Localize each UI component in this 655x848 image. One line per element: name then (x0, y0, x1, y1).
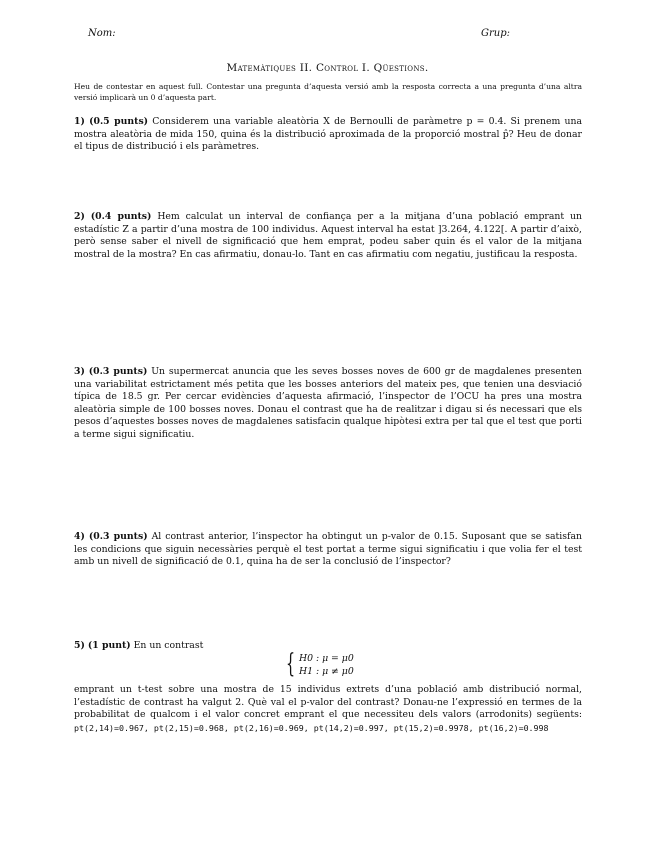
question-3-number: 3) (74, 366, 85, 377)
left-brace-icon: { (286, 649, 296, 679)
question-4-text: Al contrast anterior, l’inspector ha obtingut un p-valor de 0.15. Suposant que se satisfan les condicions que siguin necessàries perquè el test portat a terme sigui significatiu i que volia fer el test amb un nivell de significació de 0.1, quina ha de ser la conclusió de l’inspector? (74, 531, 582, 568)
question-4-number: 4) (74, 531, 85, 542)
question-3-text: Un supermercat anuncia que les seves bosses noves de 600 gr de magdalenes presenten una variabilitat estrictament més petita que les bosses anteriors del mateix pes, que tenien una desviació típica de 18.5 gr. Per cercar evidències d’aquesta afirmació, l’inspector de l’OCU ha pres una mostra aleatòria simple de 100 bosses noves. Donau el contrast que ha de realitzar i digau si és necessari que els pesos d’aquestes bosses noves de magdalenes satisfacin qualque hipòtesi extra per tal que el test que porti a terme sigui significatiu. (74, 366, 582, 440)
exam-title: Matemàtiques II. Control I. Qüestions. (226, 62, 429, 74)
question-3-points: (0.3 punts) (88, 366, 148, 377)
question-5-points: (1 punt) (87, 640, 131, 651)
question-1 (74, 116, 582, 154)
instructions: Heu de contestar en aquest full. Contestar una pregunta d’aquesta versió amb la resposta correcta a una pregunta d’una altra versió implicarà un 0 d’aquesta part. (74, 82, 582, 102)
question-5-intro-text: En un contrast (133, 640, 204, 651)
null-hypothesis: H0 : μ = μ0 (299, 653, 354, 664)
hypothesis-system (286, 649, 354, 679)
question-1-text: Considerem una variable aleatòria X de Bernoulli de paràmetre p = 0.4. Si prenem una mostra aleatòria de mida 150, quina és la distribució aproximada de la proporció mostral p̂? Heu de donar el tipus de distribució i els paràmetres. (74, 116, 582, 153)
question-5-text: emprant un t-test sobre una mostra de 15 individus extrets d’una població amb distribució normal, l’estadístic de contrast ha valgut 2. Què val el p-valor del contrast? Donau-ne l’expressió en termes de la probabilitat de qualcom i el valor concret emprant el que necessiteu dels valors (arrodonits) següents: (74, 684, 582, 721)
question-2-text: Hem calculat un interval de confiança per a la mitjana d’una població emprant un estadístic Z a partir d’una mostra de 100 individus. Aquest interval ha estat ]3.264, 4.122[. A partir d’això, però sense saber el nivell de significació que hem emprat, podeu saber quin és el valor de la mitjana mostral de la mostra? En cas afirmatiu, donau-lo. Tant en cas afirmatiu com negatiu, justificau la resposta. (74, 211, 582, 260)
question-5 (74, 640, 582, 653)
question-1-number: 1) (74, 116, 85, 127)
alternative-hypothesis: H1 : μ ≠ μ0 (299, 666, 354, 677)
question-2-points: (0.4 punts) (90, 211, 152, 222)
question-5-values: pt(2,14)=0.967, pt(2,15)=0.968, pt(2,16)=0.969, pt(14,2)=0.997, pt(15,2)=0.9978, pt(16,2)=0.998 (74, 722, 549, 733)
question-4 (74, 531, 582, 569)
question-2 (74, 211, 582, 261)
question-5-body (74, 684, 582, 735)
question-3 (74, 366, 582, 442)
question-4-points: (0.3 punts) (88, 531, 148, 542)
question-5-number: 5) (74, 640, 85, 651)
group-label: Grup: (481, 28, 510, 39)
question-1-points: (0.5 punts) (89, 116, 149, 127)
question-2-number: 2) (74, 211, 85, 222)
name-label: Nom: (88, 28, 116, 39)
